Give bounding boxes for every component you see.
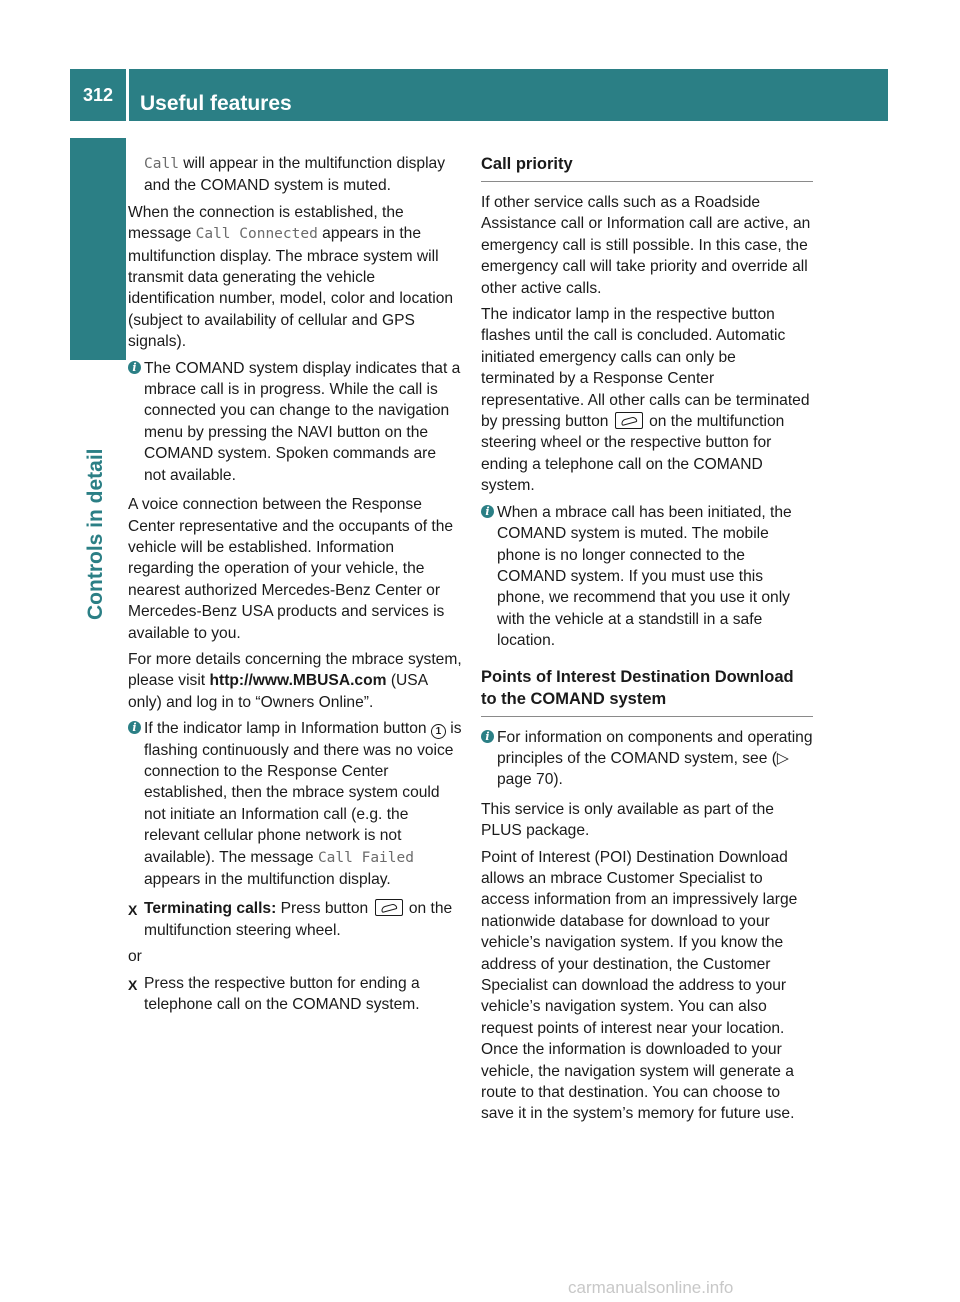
paragraph: A voice connection between the Response Center representative and the occupants of the vehicle will be established. Information regarding the operation of your vehicle, the nearest authorized Mercedes-Benz Center or Mercedes-Benz USA products and services is available to you. xyxy=(128,496,454,642)
text: The COMAND system display indicates that a mbrace call is in progress. While the call is connected you can change to the navigation menu by pressing the NAVI button on the COMAND system. Spoken commands are not available. xyxy=(144,359,461,484)
info-note xyxy=(481,502,813,652)
end-call-button-icon xyxy=(615,412,643,429)
text: The indicator lamp in the respective button flashes until the call is concluded. Automatic initiated emergency calls can only be terminated by a Response Center representative. All other calls can be terminated by pressing button xyxy=(481,306,810,431)
info-icon: i xyxy=(128,721,141,734)
watermark: carmanualsonline.info xyxy=(568,1278,734,1297)
header-divider xyxy=(126,69,129,121)
paragraph: If other service calls such as a Roadside Assistance call or Information call are active, an emergency call is still possible. In this case, the emergency call will take priority and override all other active calls. xyxy=(481,194,811,297)
info-icon: i xyxy=(481,505,494,518)
step-label: Terminating calls: xyxy=(144,900,277,918)
heading-poi-download: Points of Interest Destination Download to the COMAND system xyxy=(481,666,813,717)
side-tab xyxy=(70,138,126,360)
instruction-step xyxy=(128,898,462,941)
text: When a mbrace call has been initiated, the COMAND system is muted. The mobile phone is no longer connected to the COMAND system. If you must use this phone, we recommend that you use it only with the vehicle at a standstill in a safe location. xyxy=(497,503,792,650)
paragraph xyxy=(128,649,462,713)
display-message: Call Failed xyxy=(317,849,414,866)
heading-call-priority: Call priority xyxy=(481,153,813,182)
side-label-text: Controls in detail xyxy=(84,448,107,620)
step-arrow-icon: X xyxy=(128,902,138,919)
info-note xyxy=(128,358,462,486)
section-title: Useful features xyxy=(140,92,292,115)
info-icon: i xyxy=(128,361,141,374)
text: For information on components and operating principles of the COMAND system, see (▷ page 70). xyxy=(497,728,813,789)
text: will appear in the multifunction display and the COMAND system is muted. xyxy=(144,155,446,195)
display-message: Call xyxy=(144,156,179,172)
display-message: Call Connected xyxy=(195,226,318,243)
text: (USA only) and log in to “Owners Online”. xyxy=(128,672,428,711)
or-text: or xyxy=(128,948,142,966)
paragraph: Point of Interest (POI) Destination Download allows an mbrace Customer Specialist to access information from an impressively large nationwide database for download to your vehicle’s navigation system. If you know the address of your destination, the Customer Specialist can download the address to your vehicle’s navigation system. You can also request points of interest near your location. Once the information is downloaded to your vehicle, the navigation system will generate a route to that destination. You can choose to save it in the system’s memory for future use. xyxy=(481,848,798,1123)
paragraph: This service is only available as part of the PLUS package. xyxy=(481,800,774,840)
paragraph xyxy=(481,304,813,497)
page-number: 312 xyxy=(82,84,114,105)
text: on the multifunction steering wheel or the respective button for ending a telephone call on the COMAND system. xyxy=(481,413,785,495)
website-link[interactable]: http://www.MBUSA.com xyxy=(209,672,387,690)
text: appears in the multifunction display. xyxy=(144,871,391,888)
text: Press the respective button for ending a telephone call on the COMAND system. xyxy=(144,974,420,1014)
right-column xyxy=(481,153,813,1130)
text: Press button xyxy=(276,900,373,918)
text: appears in the multifunction display. The mbrace system will transmit data generating the vehicle identification number, model, color and location (subject to availability of cellular and GPS signals). xyxy=(128,225,454,351)
paragraph xyxy=(128,202,462,353)
text: For more details concerning the mbrace system, please visit xyxy=(128,650,462,690)
info-icon: i xyxy=(481,730,494,743)
text: on the multifunction steering wheel. xyxy=(144,900,453,939)
info-note xyxy=(128,718,462,890)
instruction-step xyxy=(128,973,462,1016)
paragraph xyxy=(128,153,462,197)
left-column xyxy=(128,153,462,1020)
step-arrow-icon: X xyxy=(128,976,138,993)
info-note xyxy=(481,727,813,791)
text: is flashing continuously and there was no voice connection to the Response Center established, then the mbrace system could not initiate an Information call (e.g. the relevant cellular phone network is not available). The message xyxy=(144,720,462,866)
information-button-icon: 1 xyxy=(431,724,446,739)
text: When the connection is established, the message xyxy=(128,203,404,243)
text: If the indicator lamp in Information button xyxy=(144,720,431,738)
end-call-button-icon xyxy=(375,899,403,916)
